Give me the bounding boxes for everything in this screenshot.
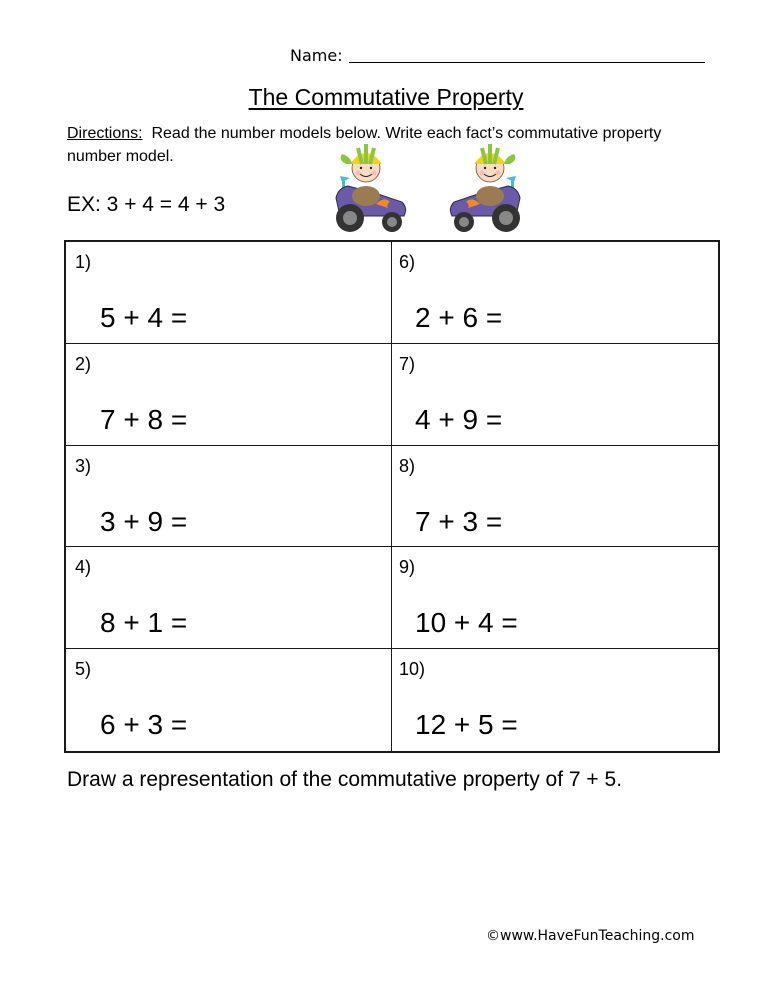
problem-number: 4)	[75, 557, 92, 578]
problem-number: 8)	[399, 455, 416, 476]
name-label: Name:	[290, 46, 343, 65]
problem-number: 1)	[75, 252, 92, 272]
right-kart-boy-icon	[450, 144, 520, 232]
problem-expression: 2 + 6 =	[415, 302, 503, 333]
example-equation: EX: 3 + 4 = 4 + 3	[67, 193, 226, 216]
problem-number: 10)	[399, 659, 426, 680]
directions-label: Directions:	[67, 125, 143, 142]
left-kart-boy-icon	[336, 144, 406, 232]
problem-cell-7[interactable]	[392, 344, 718, 446]
problem-cell-3[interactable]	[66, 446, 392, 548]
problem-cell-5[interactable]	[66, 649, 392, 751]
go-kart-boys-illustration	[328, 138, 528, 234]
problem-expression: 12 + 5 =	[415, 709, 518, 741]
problem-number: 5)	[75, 659, 92, 680]
problem-cell-1[interactable]	[66, 242, 392, 344]
directions-text: Read the number models below. Write each fact’s commutative property number model.	[67, 125, 662, 165]
problem-cell-6[interactable]	[392, 242, 718, 344]
problem-expression: 3 + 9 =	[100, 505, 188, 537]
page-title: The Commutative Property	[248, 84, 524, 110]
problem-expression: 5 + 4 =	[100, 302, 188, 333]
problem-cell-2[interactable]	[66, 344, 392, 446]
problem-cell-4[interactable]	[66, 547, 392, 649]
problem-grid	[64, 240, 720, 753]
problem-number: 9)	[399, 557, 416, 578]
draw-prompt: Draw a representation of the commutative property of 7 + 5.	[67, 768, 623, 791]
name-field	[290, 46, 705, 65]
problem-number: 3)	[75, 455, 92, 476]
copyright-footer: ©www.HaveFunTeaching.com	[486, 928, 695, 944]
problem-expression: 4 + 9 =	[415, 403, 503, 435]
problem-cell-8[interactable]	[392, 446, 718, 548]
problem-cell-9[interactable]	[392, 547, 718, 649]
problem-expression: 7 + 8 =	[100, 403, 188, 435]
name-blank-line[interactable]	[349, 47, 705, 63]
problem-expression: 6 + 3 =	[100, 709, 188, 741]
problem-number: 6)	[399, 252, 416, 272]
problem-number: 2)	[75, 353, 92, 374]
problem-number: 7)	[399, 353, 416, 374]
problem-expression: 8 + 1 =	[100, 607, 188, 639]
problem-expression: 10 + 4 =	[415, 607, 518, 639]
problem-cell-10[interactable]	[392, 649, 718, 751]
problem-expression: 7 + 3 =	[415, 505, 503, 537]
